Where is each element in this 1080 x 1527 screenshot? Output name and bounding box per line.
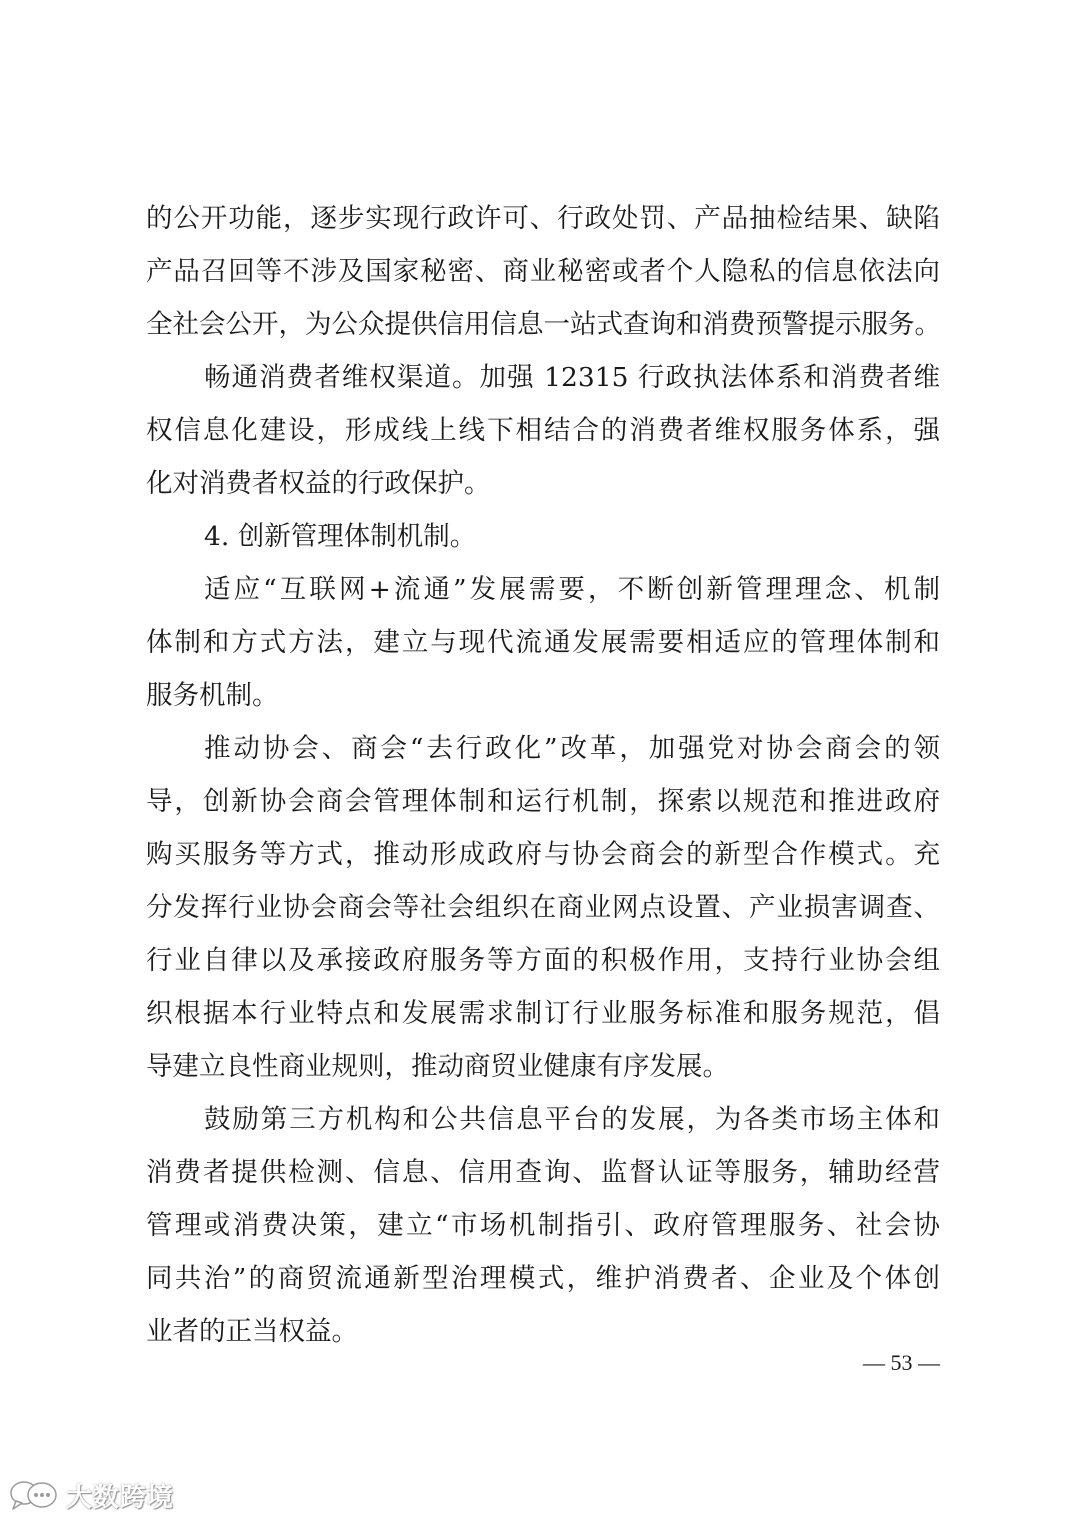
text-line: 业者的正当权益。 (146, 1316, 358, 1347)
text-line: 导，创新协会商会管理体制和运行机制，探索以规范和推进政府 (146, 786, 940, 817)
text-line: 推动协会、商会“去行政化”改革，加强党对协会商会的领 (204, 733, 940, 764)
text-line: 消费者提供检测、信息、信用查询、监督认证等服务，辅助经营 (146, 1157, 940, 1188)
page-body (146, 192, 940, 1358)
text-line: 购买服务等方式，推动形成政府与协会商会的新型合作模式。充 (146, 839, 940, 870)
page-number: — 53 — (863, 1350, 940, 1375)
text-line: 的公开功能，逐步实现行政许可、行政处罚、产品抽检结果、缺陷 (146, 203, 940, 234)
text-line: 鼓励第三方机构和公共信息平台的发展，为各类市场主体和 (204, 1104, 940, 1135)
text-line: 全社会公开，为公众提供信用信息一站式查询和消费预警提示服务。 (146, 309, 941, 340)
text-line: 同共治”的商贸流通新型治理模式，维护消费者、企业及个体创 (146, 1263, 940, 1294)
text-line: 适应“互联网+流通”发展需要，不断创新管理理念、机制 (204, 574, 940, 605)
text-line: 畅通消费者维权渠道。加强 12315 行政执法体系和消费者维 (204, 362, 940, 393)
text-line: 管理或消费决策，建立“市场机制指引、政府管理服务、社会协 (146, 1210, 940, 1241)
section-heading: 4. 创新管理体制机制。 (204, 521, 477, 552)
text-line: 分发挥行业协会商会等社会组织在商业网点设置、产业损害调查、 (146, 892, 940, 923)
text-line: 服务机制。 (146, 680, 279, 711)
text-line: 导建立良性商业规则，推动商贸业健康有序发展。 (146, 1051, 729, 1082)
watermark (8, 1475, 174, 1515)
text-line: 产品召回等不涉及国家秘密、商业秘密或者个人隐私的信息依法向 (146, 256, 940, 287)
text-line: 体制和方式方法，建立与现代流通发展需要相适应的管理体制和 (146, 627, 940, 658)
text-line: 织根据本行业特点和发展需求制订行业服务标准和服务规范，倡 (146, 998, 940, 1029)
text-line: 行业自律以及承接政府服务等方面的积极作用，支持行业协会组 (146, 945, 940, 976)
watermark-text: 大数跨境 (66, 1482, 175, 1513)
text-line: 化对消费者权益的行政保护。 (146, 468, 491, 499)
chat-bubbles-icon (8, 1478, 60, 1512)
text-line: 权信息化建设，形成线上线下相结合的消费者维权服务体系，强 (146, 415, 940, 446)
